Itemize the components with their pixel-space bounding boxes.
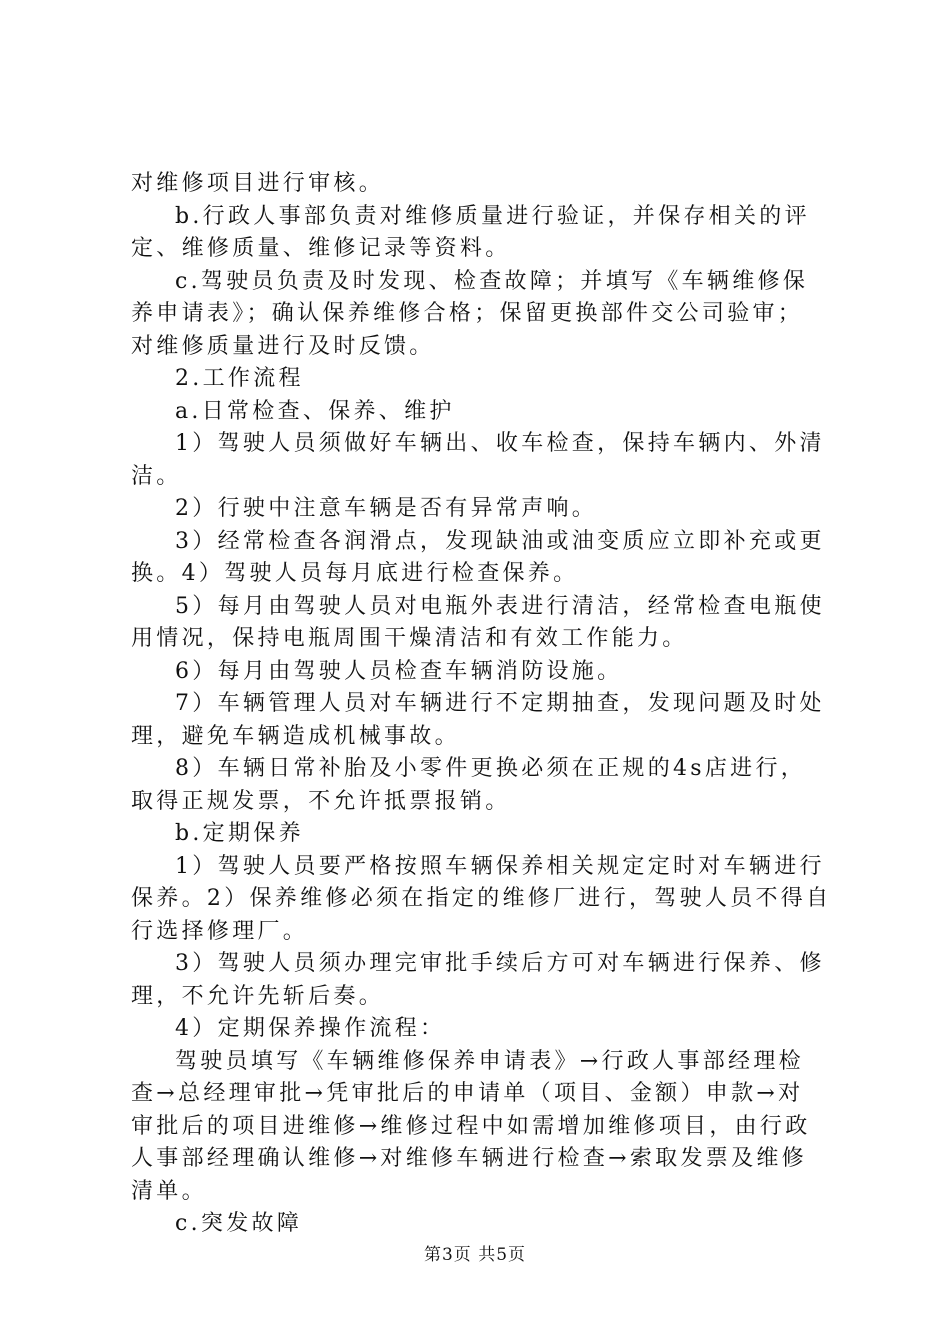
text-line: 理，不允许先斩后奏。 bbox=[131, 983, 385, 1009]
text-line: 7）车辆管理人员对车辆进行不定期抽查，发现问题及时处 bbox=[175, 691, 825, 716]
text-line: 审批后的项目进维修→维修过程中如需增加维修项目，由行政 bbox=[131, 1113, 811, 1139]
text-line: 3）驾驶人员须办理完审批手续后方可对车辆进行保养、修 bbox=[175, 951, 825, 976]
text-line: c.驾驶员负责及时发现、检查故障；并填写《车辆维修保 bbox=[175, 268, 809, 294]
text-line: b.定期保养 bbox=[175, 821, 304, 846]
text-line: 查→总经理审批→凭审批后的申请单（项目、金额）申款→对 bbox=[131, 1081, 804, 1106]
text-line: 定、维修质量、维修记录等资料。 bbox=[131, 236, 511, 261]
text-line: 8）车辆日常补胎及小零件更换必须在正规的4s店进行， bbox=[175, 756, 807, 781]
text-line: 4）定期保养操作流程： bbox=[175, 1016, 446, 1041]
text-line: 6）每月由驾驶人员检查车辆消防设施。 bbox=[175, 658, 623, 684]
text-line: 2.工作流程 bbox=[175, 366, 304, 391]
text-line: 5）每月由驾驶人员对电瓶外表进行清洁，经常检查电瓶使 bbox=[175, 593, 825, 619]
text-line: 清单。 bbox=[131, 1178, 207, 1204]
text-line: 3）经常检查各润滑点，发现缺油或油变质应立即补充或更 bbox=[175, 528, 825, 554]
text-line: 理，避免车辆造成机械事故。 bbox=[131, 723, 460, 749]
text-line: a.日常检查、保养、维护 bbox=[175, 398, 455, 424]
text-line: 行选择修理厂。 bbox=[131, 918, 309, 944]
text-line: 对维修项目进行审核。 bbox=[131, 171, 385, 196]
text-line: 养申请表》；确认保养维修合格；保留更换部件交公司验审； bbox=[131, 301, 804, 326]
text-line: 洁。 bbox=[131, 463, 182, 489]
text-line: 人事部经理确认维修→对维修车辆进行检查→索取发票及维修 bbox=[131, 1146, 807, 1171]
text-line: b.行政人事部负责对维修质量进行验证，并保存相关的评 bbox=[175, 203, 810, 229]
text-line: c.突发故障 bbox=[175, 1211, 303, 1236]
text-line: 1）驾驶人员要严格按照车辆保养相关规定定时对车辆进行 bbox=[175, 853, 825, 879]
text-line: 驾驶员填写《车辆维修保养申请表》→行政人事部经理检 bbox=[175, 1048, 804, 1074]
text-line: 用情况，保持电瓶周围干燥清洁和有效工作能力。 bbox=[131, 626, 688, 651]
text-line: 取得正规发票，不允许抵票报销。 bbox=[131, 788, 511, 814]
text-line: 保养。2）保养维修必须在指定的维修厂进行，驾驶人员不得自 bbox=[131, 886, 832, 911]
text-line: 1）驾驶人员须做好车辆出、收车检查，保持车辆内、外清 bbox=[175, 431, 825, 456]
text-line: 对维修质量进行及时反馈。 bbox=[131, 333, 435, 359]
document-body bbox=[131, 168, 831, 1241]
page-footer: 第3页 共5页 bbox=[423, 1245, 527, 1265]
text-line: 换。4）驾驶人员每月底进行检查保养。 bbox=[131, 561, 579, 586]
text-line: 2）行驶中注意车辆是否有异常声响。 bbox=[175, 496, 598, 521]
